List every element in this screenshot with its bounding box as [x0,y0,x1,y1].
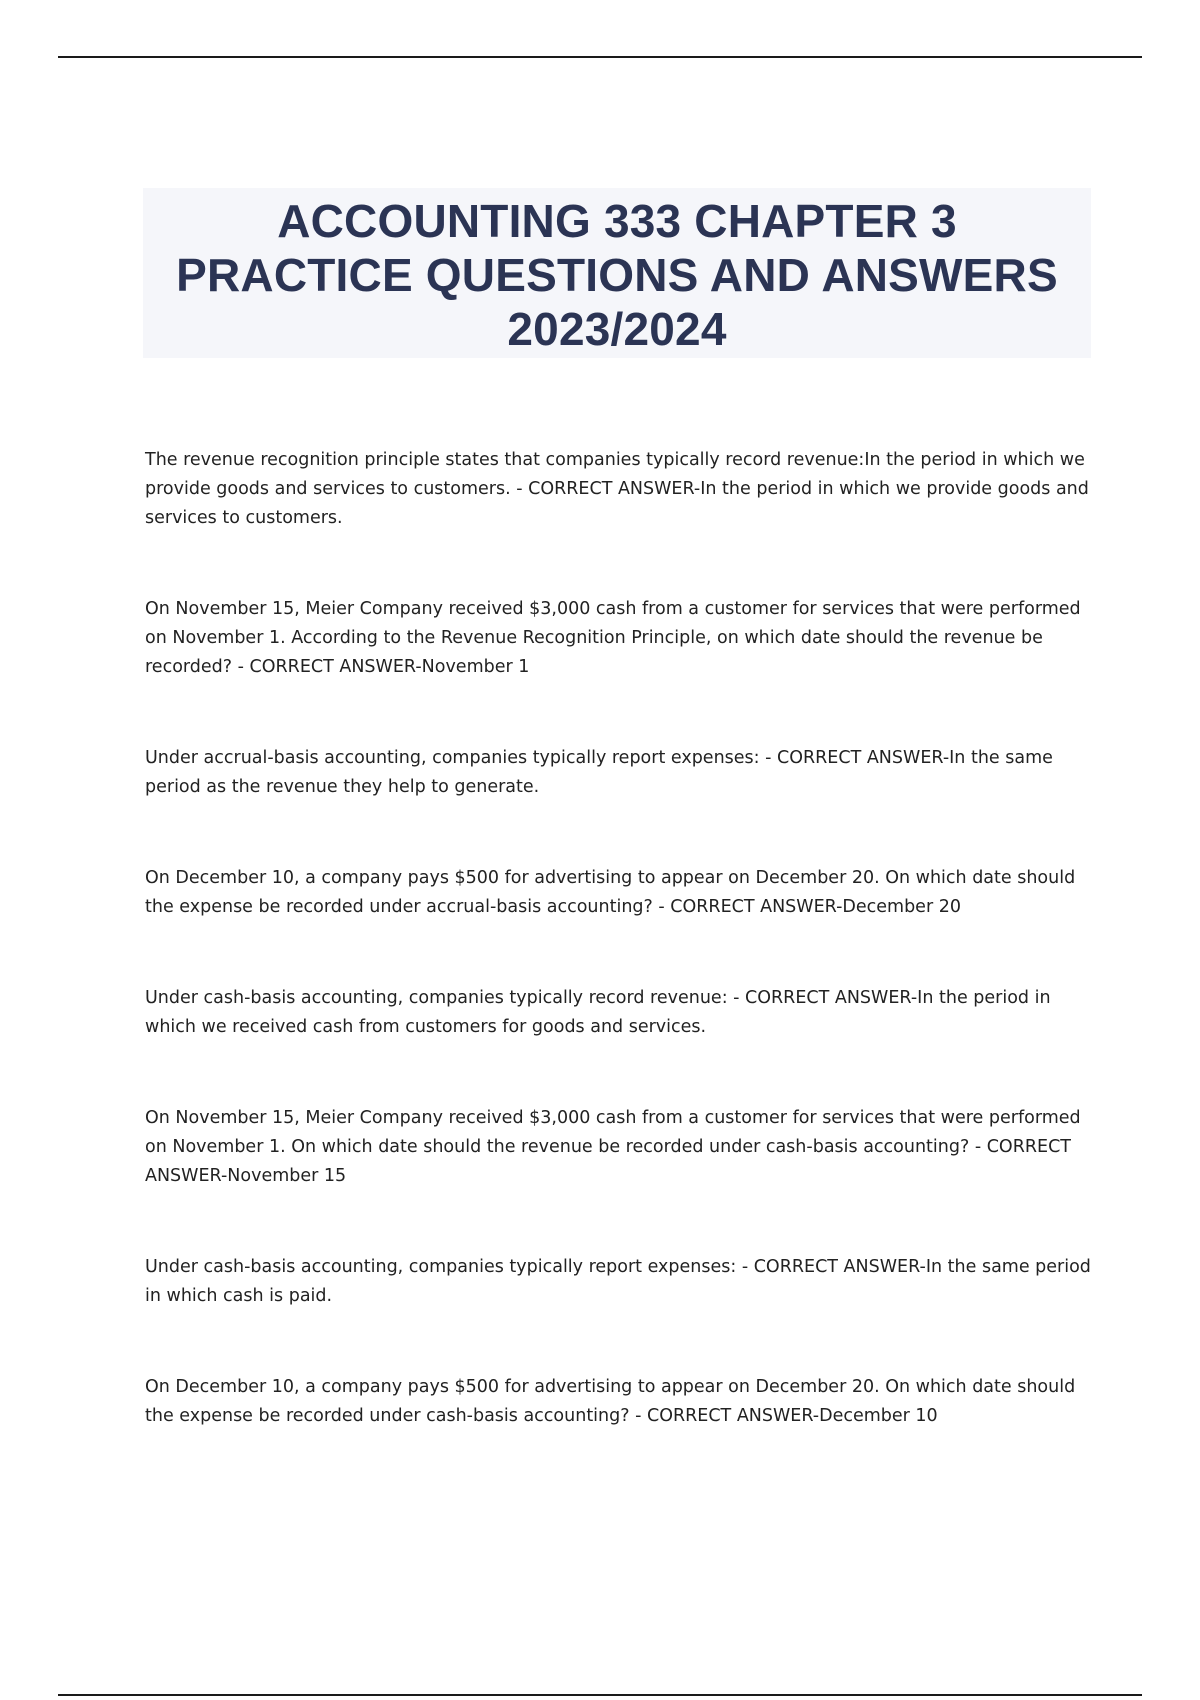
qa-item-2: On November 15, Meier Company received $3,000 cash from a customer for services that were performed on November 1. According to the Revenue Recognition Principle, on which date should the revenue be recorded? - CORRECT ANSWER-November 1 [145,599,1081,677]
question-answer-list [145,446,1095,1493]
document-title [143,188,1091,358]
qa-item-6: On November 15, Meier Company received $3,000 cash from a customer for services that were performed on November 1. On which date should the revenue be recorded under cash-basis accounting? - CORRECT ANSWER-November 15 [145,1108,1081,1186]
qa-item-3: Under accrual-basis accounting, companies typically report expenses: - CORRECT ANSWER-In the same period as the revenue they help to generate. [145,748,1053,797]
qa-item-7: Under cash-basis accounting, companies typically report expenses: - CORRECT ANSWER-In the same period in which cash is paid. [145,1257,1091,1306]
qa-item-5: Under cash-basis accounting, companies typically record revenue: - CORRECT ANSWER-In the period in which we received cash from customers for goods and services. [145,988,1051,1037]
title-line-1: ACCOUNTING 333 CHAPTER 3 [277,195,957,247]
header-rule [58,56,1142,58]
title-line-2: PRACTICE QUESTIONS AND ANSWERS [176,249,1058,301]
footer-rule [58,1694,1142,1696]
qa-item-8: On December 10, a company pays $500 for advertising to appear on December 20. On which date should the expense be recorded under cash-basis accounting? - CORRECT ANSWER-December 10 [145,1377,1076,1426]
title-line-3: 2023/2024 [507,303,727,355]
qa-item-4: On December 10, a company pays $500 for advertising to appear on December 20. On which date should the expense be recorded under accrual-basis accounting? - CORRECT ANSWER-December 20 [145,868,1076,917]
qa-item-1: The revenue recognition principle states that companies typically record revenue:In the period in which we provide goods and services to customers. - CORRECT ANSWER-In the period in which we provide goods and services to customers. [145,450,1089,528]
